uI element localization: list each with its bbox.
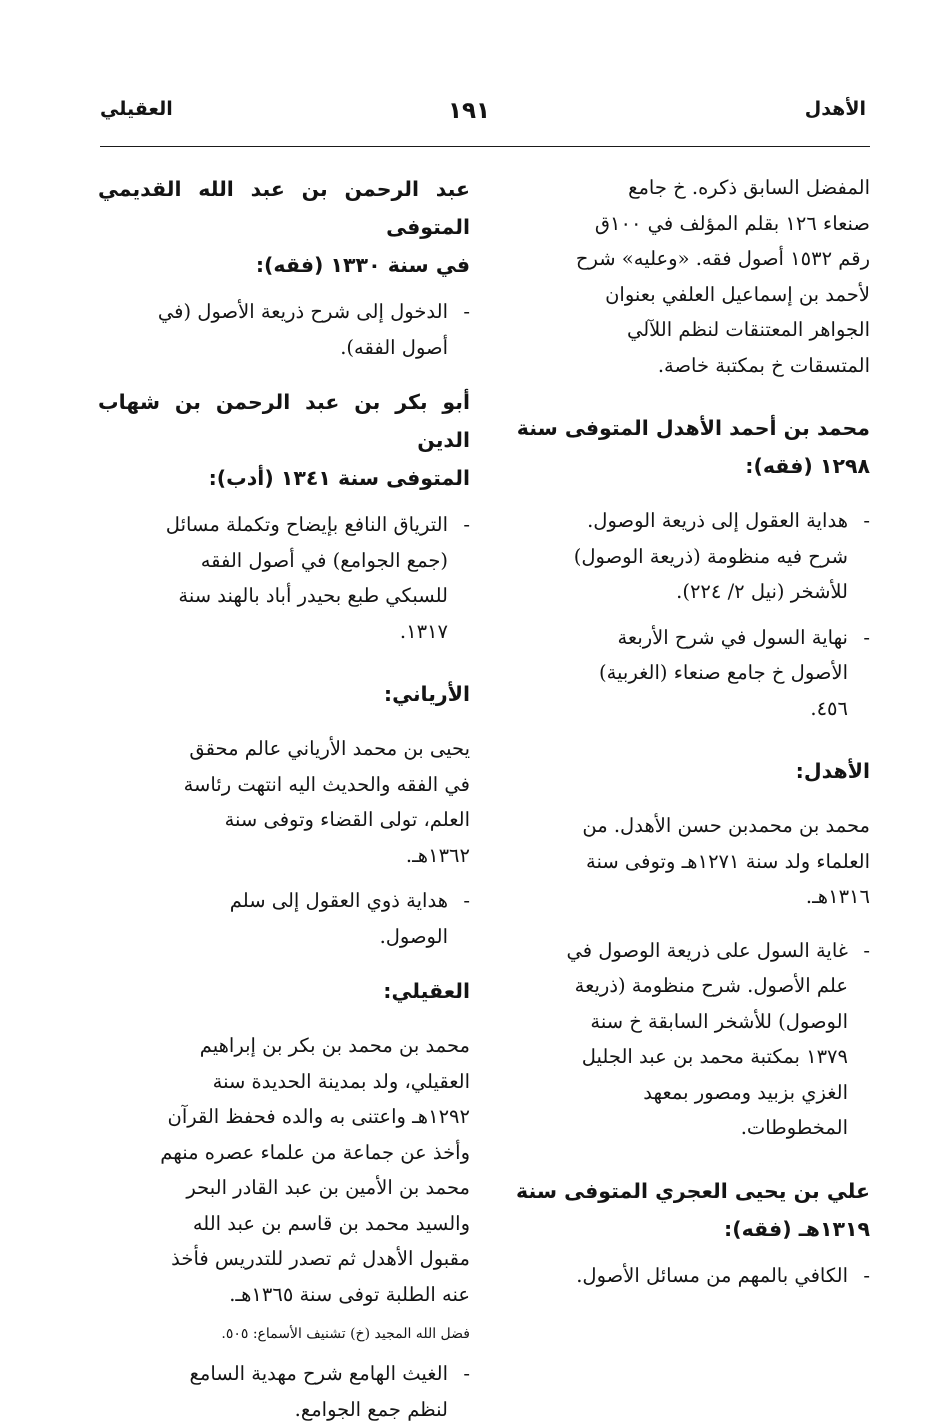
dash-bullet: - [463, 1356, 470, 1392]
entry-heading: العقيلي: [98, 972, 470, 1010]
text-line: الغزي بزبيد ومصور بمعهد [502, 1075, 848, 1111]
header-rule [100, 146, 870, 147]
dash-bullet: - [863, 503, 870, 539]
text-line: في الفقه والحديث اليه انتهت رئاسة [98, 767, 470, 803]
dash-bullet: - [463, 883, 470, 919]
text-line: هداية ذوي العقول إلى سلم [98, 883, 448, 919]
text-line: هداية العقول إلى ذريعة الوصول. [502, 503, 848, 539]
right-column [502, 170, 870, 1293]
entry-heading: الأهدل: [502, 752, 870, 790]
text-line: ١٢٩٢هـ واعتنى به والده فحفظ القرآن [98, 1099, 470, 1135]
text-line: لنظم جمع الجوامع. [98, 1392, 448, 1427]
dash-bullet: - [463, 507, 470, 543]
list-item [502, 1258, 870, 1294]
text-line: ١٣١٧. [98, 614, 448, 650]
text-line: وأخذ عن جماعة من علماء عصره منهم [98, 1135, 470, 1171]
text-line: محمد بن الأمين بن عبد القادر البحر [98, 1170, 470, 1206]
text-line: محمد بن محمدبن حسن الأهدل. من [502, 808, 870, 844]
text-line: عنه الطلبة توفى سنة ١٣٦٥هـ. [98, 1277, 470, 1313]
text-line: المخطوطات. [502, 1110, 848, 1146]
running-header-right: الأهدل [805, 98, 866, 120]
entry-heading: أبو بكر بن عبد الرحمن بن شهاب الدين [98, 383, 470, 459]
running-header-left: العقيلي [100, 98, 173, 120]
text-line: مقبول الأهدل ثم تصدر للتدريس فأخذ [98, 1241, 470, 1277]
text-line: العلم، تولى القضاء وتوفى سنة [98, 802, 470, 838]
text-line: للأشخر (نيل ٢/ ٢٢٤). [502, 574, 848, 610]
text-line: أصول الفقه). [98, 330, 448, 366]
text-line: العقيلي، ولد بمدينة الحديدة سنة [98, 1064, 470, 1100]
text-line: ١٣٦٢هـ. [98, 838, 470, 874]
entry-heading: عبد الرحمن بن عبد الله القديمي المتوفى [98, 170, 470, 246]
text-line: غاية السول على ذريعة الوصول في [502, 933, 848, 969]
list-item [98, 507, 470, 649]
entry-heading: ١٣١٩هـ (فقه): [502, 1210, 870, 1248]
dash-bullet: - [863, 1258, 870, 1294]
list-item [502, 933, 870, 1146]
text-line: صنعاء ١٢٦ بقلم المؤلف في ١٠٠ق [502, 206, 870, 242]
list-item [502, 503, 870, 610]
source-note: فضل الله المجيد (خ) تشنيف الأسماع: ٥٠٥. [98, 1322, 470, 1346]
text-line: المفضل السابق ذكره. خ جامع [502, 170, 870, 206]
text-line: ٤٥٦. [502, 691, 848, 727]
text-line: الأصول خ جامع صنعاء (الغربية) [502, 655, 848, 691]
list-item [98, 294, 470, 365]
text-line: الجواهر المعتنقات لنظم اللآلي [502, 312, 870, 348]
dash-bullet: - [863, 620, 870, 656]
text-line: شرح فيه منظومة (ذريعة الوصول) [502, 539, 848, 575]
entry-heading: الأرياني: [98, 675, 470, 713]
entry-heading: علي بن يحيى العجري المتوفى سنة [502, 1172, 870, 1210]
text-line: الدخول إلى شرح ذريعة الأصول (في [98, 294, 448, 330]
bio-paragraph [502, 808, 870, 915]
dash-bullet: - [463, 294, 470, 330]
text-line: رقم ١٥٣٢ أصول فقه. «وعليه» شرح [502, 241, 870, 277]
text-line: (جمع الجوامع) في أصول الفقه [98, 543, 448, 579]
text-line: المتسقات خ بمكتبة خاصة. [502, 348, 870, 384]
text-line: يحيى بن محمد الأرياني عالم محقق [98, 731, 470, 767]
text-line: علم الأصول. شرح منظومة (ذريعة [502, 968, 848, 1004]
entry-heading: المتوفى سنة ١٣٤١ (أدب): [98, 459, 470, 497]
text-line: لأحمد بن إسماعيل العلفي بعنوان [502, 277, 870, 313]
text-line: للسبكي طبع بحيدر أباد بالهند سنة [98, 578, 448, 614]
text-line: ١٣٧٩ بمكتبة محمد بن عبد الجليل [502, 1039, 848, 1075]
text-line: والسيد محمد بن قاسم بن عبد الله [98, 1206, 470, 1242]
entry-heading: محمد بن أحمد الأهدل المتوفى سنة [502, 409, 870, 447]
text-line: الوصول. [98, 919, 448, 955]
intro-paragraph [502, 170, 870, 383]
text-line: الكافي بالمهم من مسائل الأصول. [502, 1258, 848, 1294]
entry-heading: في سنة ١٣٣٠ (فقه): [98, 246, 470, 284]
text-line: الغيث الهامع شرح مهدية السامع [98, 1356, 448, 1392]
text-line: نهاية السول في شرح الأربعة [502, 620, 848, 656]
bio-paragraph [98, 1028, 470, 1312]
list-item [502, 620, 870, 727]
text-line: العلماء ولد سنة ١٢٧١هـ وتوفى سنة [502, 844, 870, 880]
left-column [98, 170, 470, 1427]
page-number: ١٩١ [0, 98, 938, 124]
list-item [98, 1356, 470, 1427]
entry-heading: ١٢٩٨ (فقه): [502, 447, 870, 485]
bio-paragraph [98, 731, 470, 873]
dash-bullet: - [863, 933, 870, 969]
list-item [98, 883, 470, 954]
text-line: محمد بن محمد بن بكر بن إبراهيم [98, 1028, 470, 1064]
text-line: الوصول) للأشخر السابقة خ سنة [502, 1004, 848, 1040]
text-line: ١٣١٦هـ. [502, 879, 870, 915]
text-line: الترياق النافع بإيضاح وتكملة مسائل [98, 507, 448, 543]
